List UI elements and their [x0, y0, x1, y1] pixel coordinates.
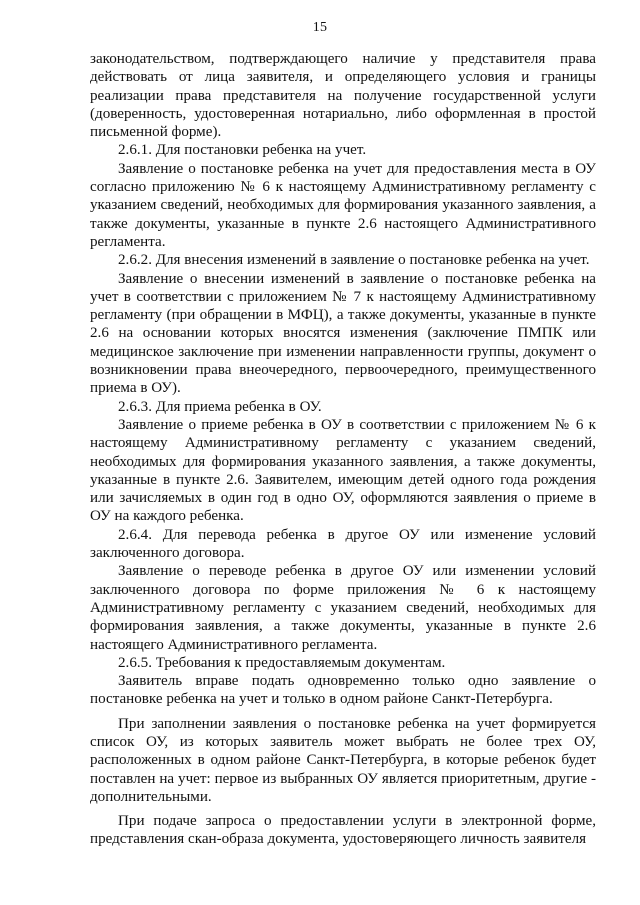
section-heading-2-6-1: 2.6.1. Для постановки ребенка на учет. [118, 142, 367, 159]
section-heading-2-6-5: 2.6.5. Требования к предоставляемым документам. [118, 654, 446, 671]
document-body [90, 50, 596, 849]
paragraph-single-application: Заявитель вправе подать одновременно только одно заявление о постановке ребенка на учет и только в одном районе Санкт-Петербурга. [90, 673, 596, 708]
paragraph-transfer-application: Заявление о переводе ребенка в другое ОУ или изменении условий заключенного договора по форме приложения № 6 к настоящему Административному регламенту с указанием сведений, необходимых для формирования заявления, а также документы, указанные в пункте 2.6 настоящего Административного регламента. [90, 563, 596, 653]
section-heading-2-6-3: 2.6.3. Для приема ребенка в ОУ. [118, 398, 322, 415]
paragraph-admission-application: Заявление о приеме ребенка в ОУ в соответствии с приложением № 6 к настоящему Административному регламенту с указанием сведений, необходимых для формирования указанного заявления, а также документы, указанные в пункте 2.6. Заявителем, имеющим детей одного года рождения или зачисляемых в один год в одно ОУ, оформляются заявления о приеме в ОУ на каждого ребенка. [90, 416, 596, 525]
paragraph-school-list: При заполнении заявления о постановке ребенка на учет формируется список ОУ, из которых заявитель может выбрать не более трех ОУ, расположенных в одном районе Санкт-Петербурга, в которые ребенок будет поставлен на учет: первое из выбранных ОУ является приоритетным, другие - дополнительными. [90, 715, 596, 805]
section-heading-2-6-4: 2.6.4. Для перевода ребенка в другое ОУ или изменение условий заключенного договора. [90, 526, 596, 562]
paragraph-registration-application: Заявление о постановке ребенка на учет для предоставления места в ОУ согласно приложению № 6 к настоящему Административному регламенту с указанием сведений, необходимых для формирования указанного заявления, а также документы, указанные в пункте 2.6 настоящего Административного регламента. [90, 160, 596, 250]
section-heading-2-6-2: 2.6.2. Для внесения изменений в заявление о постановке ребенка на учет. [118, 252, 590, 269]
paragraph-representative-rights: законодательством, подтверждающего наличие у представителя права действовать от лица заявителя, и определяющего условия и границы реализации права представителя на получение государственной услуги (доверенность, удостоверенная нотариально, либо оформленная в простой письменной форме). [90, 51, 596, 141]
paragraph-electronic-request: При подаче запроса о предоставлении услуги в электронной форме, представления скан-образа документа, удостоверяющего личность заявителя [90, 813, 596, 848]
paragraph-changes-application: Заявление о внесении изменений в заявление о постановке ребенка на учет в соответствии с приложением № 7 к настоящему Административному регламенту (при обращении в МФЦ), а также документы, указанные в пункте 2.6 на основании которых вносятся изменения (заключение ПМПК или медицинское заключение при изменении направленности группы, документ о возникновении права внеочередного, первоочередного, преимущественного приема в ОУ). [90, 270, 596, 397]
page-number: 15 [312, 20, 328, 35]
